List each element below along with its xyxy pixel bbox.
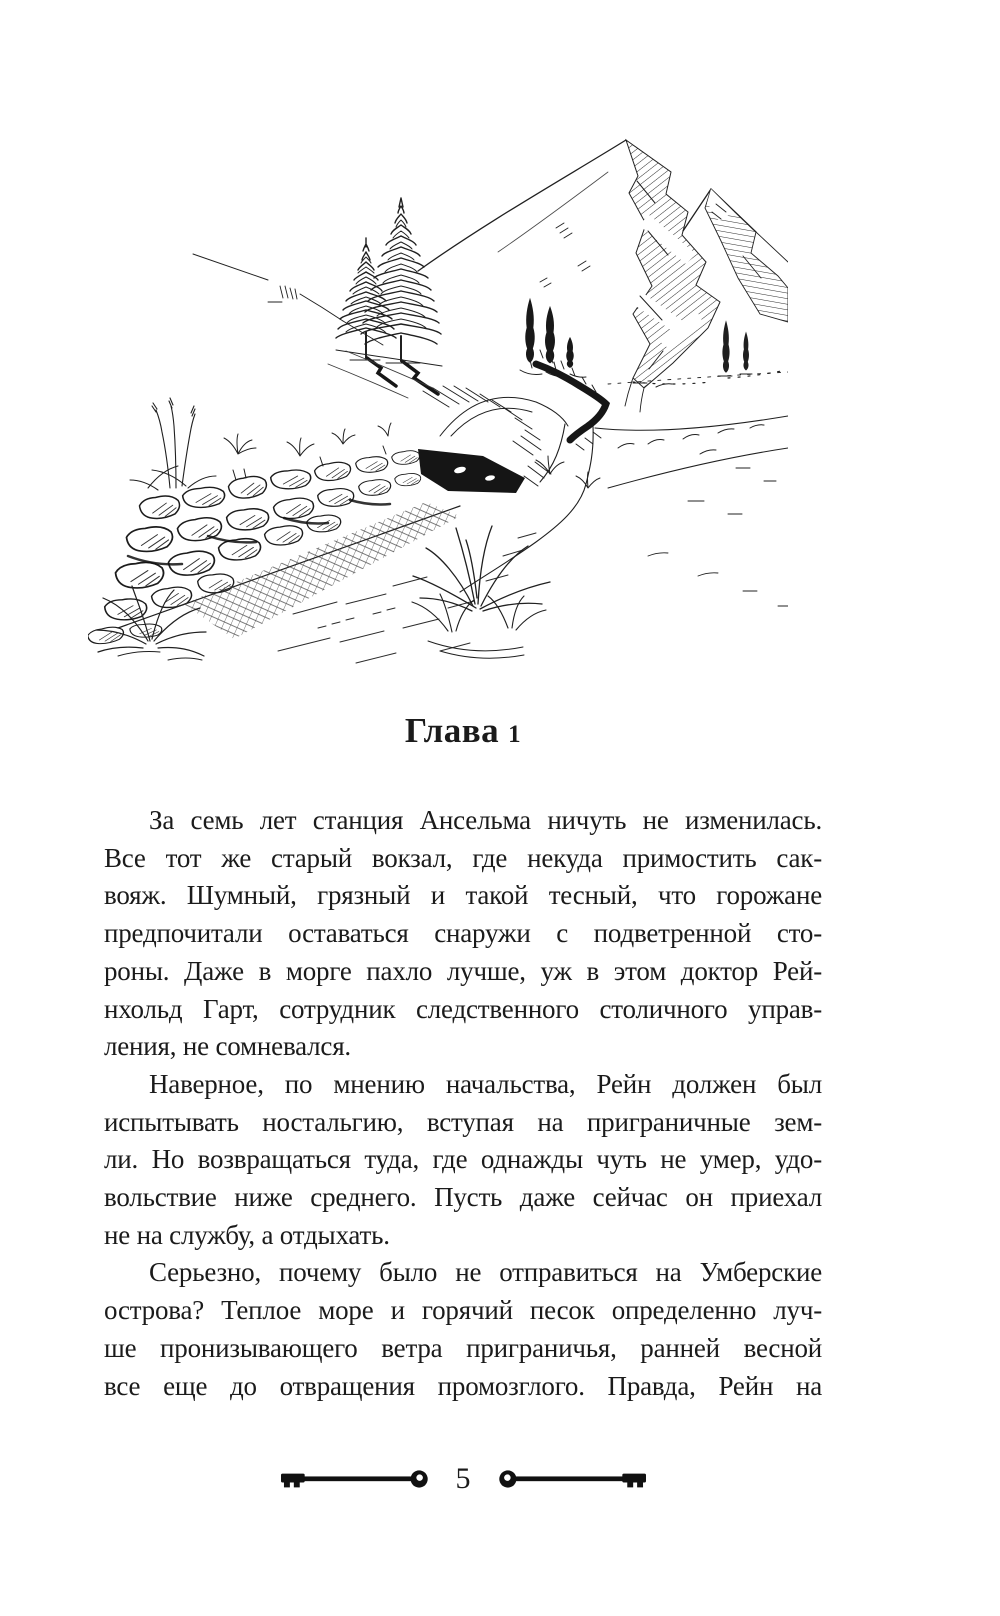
- text-line: предпочитали оставаться снаружи с подветренной сто-: [104, 918, 822, 949]
- text-line: ше пронизывающего ветра приграничья, ранней весной: [104, 1332, 822, 1363]
- text-line: Серьезно, почему было не отправиться на Умберские: [149, 1257, 822, 1288]
- text-line: ления, не сомневался.: [104, 1031, 351, 1062]
- text-line: нхольд Гарт, сотрудник следственного столичного управ-: [104, 993, 822, 1024]
- grass-tuft-tall: [130, 398, 216, 490]
- stone-wall: [88, 449, 525, 646]
- text-line: все еще до отвращения промозглого. Правда, Рейн на: [104, 1370, 822, 1401]
- key-ornament-left-icon: [281, 1470, 429, 1488]
- text-line: не на службу, а отдыхать.: [104, 1219, 390, 1250]
- text-line: роны. Даже в морге пахло лучше, уж в этом доктор Рей-: [104, 955, 822, 986]
- chapter-label: Глава: [404, 711, 500, 750]
- page-number: 5: [455, 1462, 471, 1495]
- text-line: вольствие ниже среднего. Пусть даже сейчас он приехал: [104, 1182, 822, 1213]
- text-line: Все тот же старый вокзал, где некуда примостить сак-: [104, 842, 822, 873]
- text-line: ли. Но возвращаться туда, где однажды чуть не умер, удо-: [104, 1144, 822, 1175]
- body-text: [104, 802, 822, 1405]
- text-line: вояж. Шумный, грязный и такой тесный, что горожане: [104, 880, 822, 911]
- grass-tuft-foreground: [412, 526, 550, 658]
- text-line: Наверное, по мнению начальства, Рейн должен был: [149, 1068, 822, 1099]
- text-line: испытывать ностальгию, вступая на приграничные зем-: [104, 1106, 822, 1137]
- paragraph: [104, 1066, 822, 1255]
- cypress-pair-right: [722, 320, 749, 373]
- paragraph: [104, 802, 822, 1066]
- chapter-heading: [104, 710, 822, 756]
- landscape-illustration: [88, 136, 788, 670]
- page-footer: [104, 1457, 822, 1501]
- fir-tree-tall: [361, 198, 441, 394]
- ink-drawing: [88, 140, 788, 663]
- paragraph: [104, 1254, 822, 1405]
- chapter-number: 1: [508, 721, 522, 748]
- text-line: За семь лет станция Ансельма ничуть не изменилась.: [149, 805, 822, 835]
- text-line: острова? Теплое море и горячий песок определенно луч-: [104, 1295, 822, 1326]
- key-ornament-right-icon: [498, 1470, 646, 1488]
- cypress-trees: [525, 298, 573, 368]
